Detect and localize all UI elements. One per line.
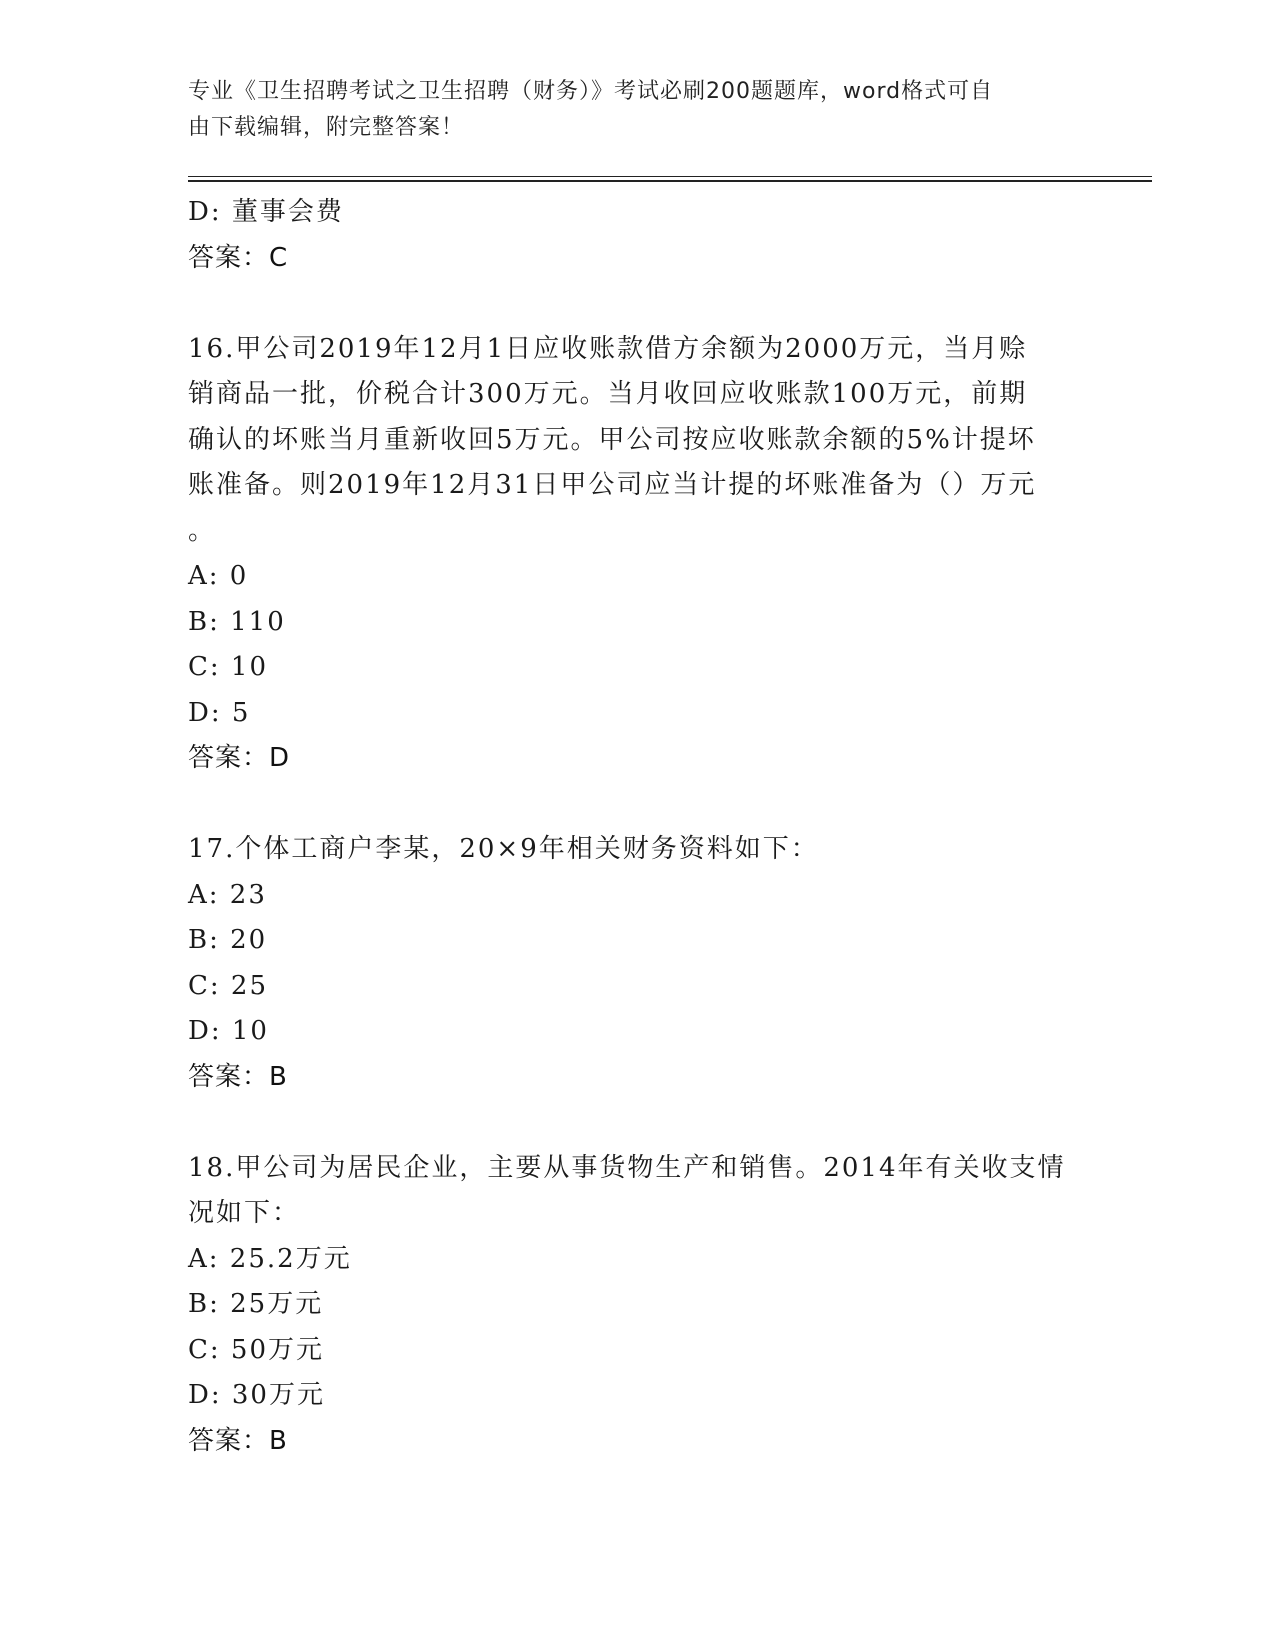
- question-body: [188, 190, 1088, 1464]
- header-divider-thick: [188, 180, 1152, 182]
- answer-line: 答案：C: [188, 242, 289, 273]
- question-stem: [188, 827, 1088, 873]
- stem-line: 18.甲公司为居民企业，主要从事货物生产和销售。2014年有关收支情: [188, 1152, 1066, 1183]
- answer-line: 答案：B: [188, 1061, 288, 1092]
- header-line-1: 专业《卫生招聘考试之卫生招聘（财务）》考试必刷200题题库，word格式可自: [188, 79, 994, 104]
- option-a: A: 23: [188, 879, 267, 910]
- stem-line: 销商品一批，价税合计300万元。当月收回应收账款100万元，前期: [188, 379, 1028, 409]
- question-stem: [188, 327, 1088, 555]
- option-d: D: 10: [188, 1016, 269, 1046]
- question-stem: [188, 1146, 1088, 1237]
- option-c: C: 50万元: [188, 1334, 325, 1365]
- answer-line: 答案：B: [188, 1425, 288, 1456]
- option-b: B: 110: [188, 606, 286, 637]
- stem-line: 账准备。则2019年12月31日甲公司应当计提的坏账准备为（）万元: [188, 470, 1037, 500]
- option-c: C: 10: [188, 652, 269, 682]
- spacer: [188, 281, 1088, 327]
- question-18: [188, 1146, 1088, 1465]
- spacer: [188, 1100, 1088, 1146]
- option-a: A: 0: [188, 561, 249, 591]
- question-16: [188, 327, 1088, 782]
- answer-line: 答案：D: [188, 743, 291, 773]
- header-divider-thin: [188, 176, 1152, 177]
- question-17: [188, 827, 1088, 1100]
- option-d: D: 5: [188, 697, 251, 728]
- option-d: D: 董事会费: [188, 197, 344, 227]
- document-header: [188, 74, 1068, 146]
- stem-line: 确认的坏账当月重新收回5万元。甲公司按应收账款余额的5%计提坏: [188, 424, 1036, 455]
- carryover-question: [188, 190, 1088, 281]
- stem-line: 16.甲公司2019年12月1日应收账款借方余额为2000万元，当月赊: [188, 333, 1028, 364]
- option-b: B: 20: [188, 925, 268, 955]
- option-c: C: 25: [188, 970, 269, 1001]
- option-d: D: 30万元: [188, 1380, 325, 1410]
- option-b: B: 25万元: [188, 1289, 324, 1319]
- header-line-2: 由下载编辑，附完整答案！: [188, 115, 465, 140]
- option-a: A: 25.2万元: [188, 1243, 352, 1274]
- stem-line: 况如下：: [188, 1198, 301, 1228]
- spacer: [188, 782, 1088, 828]
- stem-line: 。: [188, 515, 217, 546]
- stem-line: 17.个体工商户李某，20×9年相关财务资料如下：: [188, 834, 819, 864]
